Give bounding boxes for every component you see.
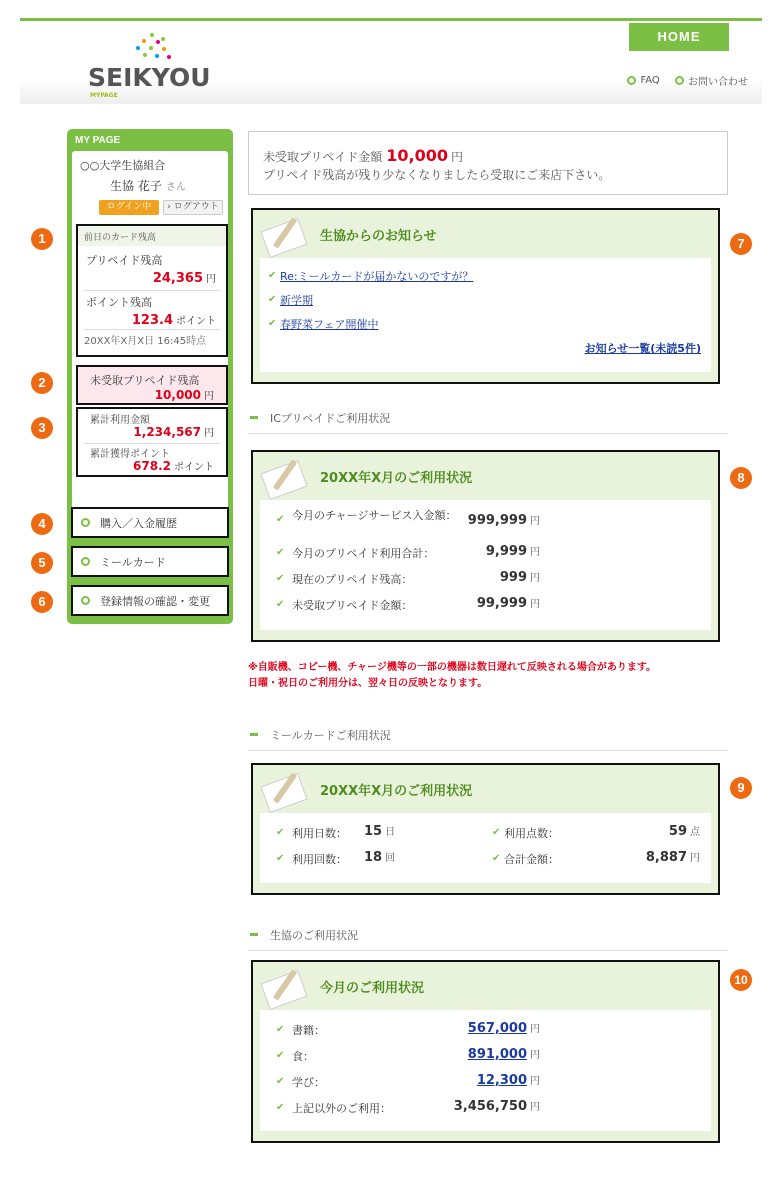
coop-row-unit: 円 bbox=[530, 1024, 540, 1035]
notice-amount: 10,000 bbox=[386, 146, 449, 165]
coop-row-amount: 3,456,750 bbox=[453, 1099, 527, 1114]
point-balance-value bbox=[132, 312, 216, 328]
logout-button[interactable]: › ログアウト bbox=[163, 200, 223, 215]
callout-badge-2: 2 bbox=[31, 372, 53, 394]
logout-label: ログアウト bbox=[173, 202, 219, 212]
warning-line-1: ※自販機、コピー機、チャージ機等の一部の機器は数日遅れて反映される場合があります。 bbox=[248, 662, 657, 673]
cumulative-points-unit: ポイント bbox=[174, 462, 214, 473]
meal-count-amount: 18 bbox=[364, 850, 383, 865]
meal-usage-panel bbox=[251, 763, 720, 895]
coop-row-label: 書籍： bbox=[292, 1024, 325, 1037]
check-icon: ✔ bbox=[276, 1102, 285, 1113]
coop-row-link[interactable]: 567,000 bbox=[467, 1021, 527, 1036]
news-panel bbox=[251, 208, 720, 384]
card-balance-caption: 前日のカード残高 bbox=[78, 226, 226, 246]
meal-days-amount: 15 bbox=[364, 824, 383, 839]
nav-purchase-history-label: 購入／入金履歴 bbox=[100, 516, 177, 530]
user-name bbox=[110, 177, 186, 194]
ic-row-label: 未受取プリペイド金額： bbox=[292, 599, 413, 612]
ic-row-value bbox=[440, 543, 540, 559]
ic-row-unit: 円 bbox=[530, 599, 540, 610]
check-icon: ✔ bbox=[276, 1050, 285, 1061]
logo-subtext: MYPAGE bbox=[90, 92, 118, 99]
org-name: ○○大学生協組合 bbox=[80, 159, 166, 172]
bullet-icon bbox=[81, 557, 90, 566]
ic-panel-header bbox=[260, 452, 711, 500]
notice-unit: 円 bbox=[451, 150, 464, 164]
coop-row-unit: 円 bbox=[530, 1102, 540, 1113]
unreceived-prepaid-value bbox=[155, 387, 214, 402]
bullet-icon bbox=[81, 596, 90, 605]
cumulative-points-label: 累計獲得ポイント bbox=[90, 449, 170, 460]
meal-total-value bbox=[590, 849, 700, 865]
callout-badge-9: 9 bbox=[730, 777, 752, 799]
site-header bbox=[20, 18, 762, 104]
check-icon: ✔ bbox=[276, 827, 285, 838]
callout-badge-6: 6 bbox=[31, 591, 53, 613]
nav-registration-info-label: 登録情報の確認・変更 bbox=[100, 594, 210, 608]
user-name-text: 生協 花子 bbox=[110, 179, 162, 193]
ic-section-heading bbox=[248, 410, 728, 434]
faq-link[interactable] bbox=[627, 75, 659, 86]
check-icon: ✔ bbox=[492, 853, 501, 864]
coop-panel-header bbox=[260, 962, 711, 1010]
coop-usage-panel bbox=[251, 960, 720, 1143]
prepaid-balance-amount: 24,365 bbox=[152, 271, 203, 286]
nav-meal-card[interactable] bbox=[71, 546, 229, 577]
warning-line-2: 日曜・祝日のご利用分は、翌々日の反映となります。 bbox=[248, 678, 488, 689]
meal-count-unit: 回 bbox=[385, 853, 396, 864]
callout-badge-7: 7 bbox=[730, 233, 752, 255]
meal-days-value bbox=[364, 823, 395, 839]
coop-panel-title: 今月のご利用状況 bbox=[320, 980, 425, 996]
ic-panel-body bbox=[260, 500, 711, 630]
ic-row-label: 今月のチャージサービス入金額： bbox=[292, 509, 457, 522]
ic-row-value bbox=[440, 569, 540, 585]
login-status-badge: ログイン中 bbox=[99, 200, 159, 215]
cumulative-points: 678.2 bbox=[133, 459, 171, 473]
coop-row-link[interactable]: 891,000 bbox=[467, 1047, 527, 1062]
contact-link[interactable] bbox=[675, 73, 748, 88]
news-item-link[interactable]: 春野菜フェア開催中 bbox=[280, 318, 379, 331]
prepaid-balance-unit: 円 bbox=[206, 274, 216, 285]
contact-link-label: お問い合わせ bbox=[688, 77, 748, 88]
cumulative-amount: 1,234,567 bbox=[133, 425, 201, 439]
point-balance-amount: 123.4 bbox=[131, 313, 173, 328]
coop-row-label: 上記以外のご利用： bbox=[292, 1102, 391, 1115]
news-item-link[interactable]: Re:ミールカードが届かないのですが？ bbox=[280, 270, 474, 283]
ic-row-amount: 999 bbox=[499, 570, 527, 585]
coop-row-unit: 円 bbox=[530, 1050, 540, 1061]
meal-section-heading-text: ミールカードご利用状況 bbox=[270, 729, 391, 742]
coop-row-value bbox=[430, 1020, 540, 1036]
check-icon: ✔ bbox=[276, 1076, 285, 1087]
prepaid-notice bbox=[248, 131, 728, 195]
check-icon: ✔ bbox=[268, 294, 277, 305]
quill-paper-icon bbox=[260, 214, 316, 254]
meal-count-label: 利用回数： bbox=[292, 853, 347, 866]
meal-items-amount: 59 bbox=[668, 824, 687, 839]
home-button[interactable]: HOME bbox=[629, 23, 729, 51]
reflection-delay-warning bbox=[248, 660, 656, 692]
ic-row-unit: 円 bbox=[530, 547, 540, 558]
coop-row-unit: 円 bbox=[530, 1076, 540, 1087]
check-icon: ✔ bbox=[268, 318, 277, 329]
meal-days-unit: 日 bbox=[385, 827, 396, 838]
callout-badge-10: 10 bbox=[730, 969, 752, 991]
check-icon: ✔ bbox=[276, 573, 285, 584]
meal-items-value bbox=[590, 823, 700, 839]
ic-row-value bbox=[440, 595, 540, 611]
news-panel-header bbox=[260, 210, 711, 258]
check-icon: ✔ bbox=[276, 547, 285, 558]
unreceived-prepaid-amount: 10,000 bbox=[154, 388, 201, 402]
quill-paper-icon bbox=[260, 769, 316, 809]
nav-purchase-history[interactable] bbox=[71, 507, 229, 538]
seikyou-logo[interactable] bbox=[88, 33, 211, 99]
divider bbox=[84, 329, 220, 330]
check-icon: ✔ bbox=[276, 514, 285, 525]
cumulative-amount-value bbox=[133, 424, 214, 439]
faq-link-label: FAQ bbox=[640, 75, 660, 86]
meal-items-unit: 点 bbox=[690, 827, 700, 838]
ic-row-amount: 999,999 bbox=[467, 513, 527, 528]
callout-badge-3: 3 bbox=[31, 417, 53, 439]
ic-row-value bbox=[440, 512, 540, 528]
callout-badge-5: 5 bbox=[31, 552, 53, 574]
divider bbox=[84, 443, 220, 444]
honorific: さん bbox=[165, 182, 186, 193]
coop-row-value bbox=[430, 1098, 540, 1114]
check-icon: ✔ bbox=[276, 1024, 285, 1035]
coop-row-link[interactable]: 12,300 bbox=[476, 1073, 527, 1088]
ic-row-unit: 円 bbox=[530, 573, 540, 584]
divider bbox=[84, 290, 220, 291]
cumulative-points-value bbox=[133, 458, 214, 473]
quill-paper-icon bbox=[260, 966, 316, 1006]
meal-days-label: 利用日数： bbox=[292, 827, 347, 840]
point-balance-unit: ポイント bbox=[176, 316, 216, 327]
prepaid-balance-value bbox=[153, 270, 216, 286]
ic-section-heading-text: ICプリペイドご利用状況 bbox=[270, 412, 391, 425]
nav-registration-info[interactable] bbox=[71, 585, 229, 616]
notice-line-1 bbox=[263, 146, 463, 165]
ic-row-amount: 9,999 bbox=[485, 544, 527, 559]
balance-timestamp: 20XX年X月X日 16:45時点 bbox=[84, 336, 207, 347]
coop-panel-body bbox=[260, 1010, 711, 1131]
card-balance-box bbox=[76, 224, 228, 357]
news-title: 生協からのお知らせ bbox=[320, 228, 437, 244]
point-balance-label: ポイント残高 bbox=[86, 296, 152, 309]
meal-count-value bbox=[364, 849, 395, 865]
unreceived-prepaid-unit: 円 bbox=[204, 391, 214, 402]
meal-total-amount: 8,887 bbox=[645, 850, 687, 865]
bullet-icon bbox=[627, 76, 636, 85]
meal-panel-body bbox=[260, 813, 711, 883]
meal-panel-title: 20XX年X月のご利用状況 bbox=[320, 783, 473, 799]
notice-line-2: プリペイド残高が残り少なくなりましたら受取にご来店下さい。 bbox=[263, 168, 611, 182]
header-links bbox=[615, 73, 748, 88]
ic-usage-panel bbox=[251, 450, 720, 642]
check-icon: ✔ bbox=[492, 827, 501, 838]
coop-section-heading-text: 生協のご利用状況 bbox=[270, 929, 358, 942]
meal-total-unit: 円 bbox=[690, 853, 700, 864]
ic-panel-title: 20XX年X月のご利用状況 bbox=[320, 470, 473, 486]
ic-row-label: 今月のプリペイド利用合計： bbox=[292, 547, 435, 560]
bullet-icon bbox=[81, 518, 90, 527]
coop-row-value bbox=[430, 1072, 540, 1088]
cumulative-amount-unit: 円 bbox=[204, 428, 214, 439]
meal-section-heading bbox=[248, 727, 728, 751]
unreceived-prepaid-label: 未受取プリペイド残高 bbox=[90, 374, 200, 387]
nav-meal-card-label: ミールカード bbox=[100, 555, 166, 569]
coop-row-value bbox=[430, 1046, 540, 1062]
callout-badge-8: 8 bbox=[730, 467, 752, 489]
notice-prefix: 未受取プリペイド金額 bbox=[263, 150, 383, 164]
logo-text: SEIKYOU bbox=[88, 63, 211, 92]
meal-panel-header bbox=[260, 765, 711, 813]
meal-items-label: 利用点数： bbox=[504, 827, 559, 840]
bullet-icon bbox=[675, 76, 684, 85]
ic-row-unit: 円 bbox=[530, 516, 540, 527]
quill-paper-icon bbox=[260, 456, 316, 496]
cumulative-box bbox=[76, 407, 228, 477]
cumulative-amount-label: 累計利用金額 bbox=[90, 415, 150, 426]
callout-badge-4: 4 bbox=[31, 513, 53, 535]
check-icon: ✔ bbox=[276, 599, 285, 610]
coop-row-label: 食： bbox=[292, 1050, 314, 1063]
check-icon: ✔ bbox=[276, 853, 285, 864]
coop-row-label: 学び： bbox=[292, 1076, 325, 1089]
news-all-link[interactable]: お知らせ一覧(未読5件) bbox=[584, 342, 701, 355]
logo-dots-icon bbox=[134, 33, 174, 65]
callout-badge-1: 1 bbox=[31, 228, 53, 250]
meal-total-label: 合計金額： bbox=[504, 853, 559, 866]
ic-row-label: 現在のプリペイド残高： bbox=[292, 573, 413, 586]
prepaid-balance-label: プリペイド残高 bbox=[86, 254, 163, 267]
sidebar-title: MY PAGE bbox=[75, 135, 121, 146]
news-body bbox=[260, 258, 711, 372]
coop-section-heading bbox=[248, 927, 728, 951]
check-icon: ✔ bbox=[268, 270, 277, 281]
unreceived-prepaid-box bbox=[76, 365, 228, 405]
ic-row-amount: 99,999 bbox=[476, 596, 527, 611]
news-item-link[interactable]: 新学期 bbox=[280, 294, 313, 307]
